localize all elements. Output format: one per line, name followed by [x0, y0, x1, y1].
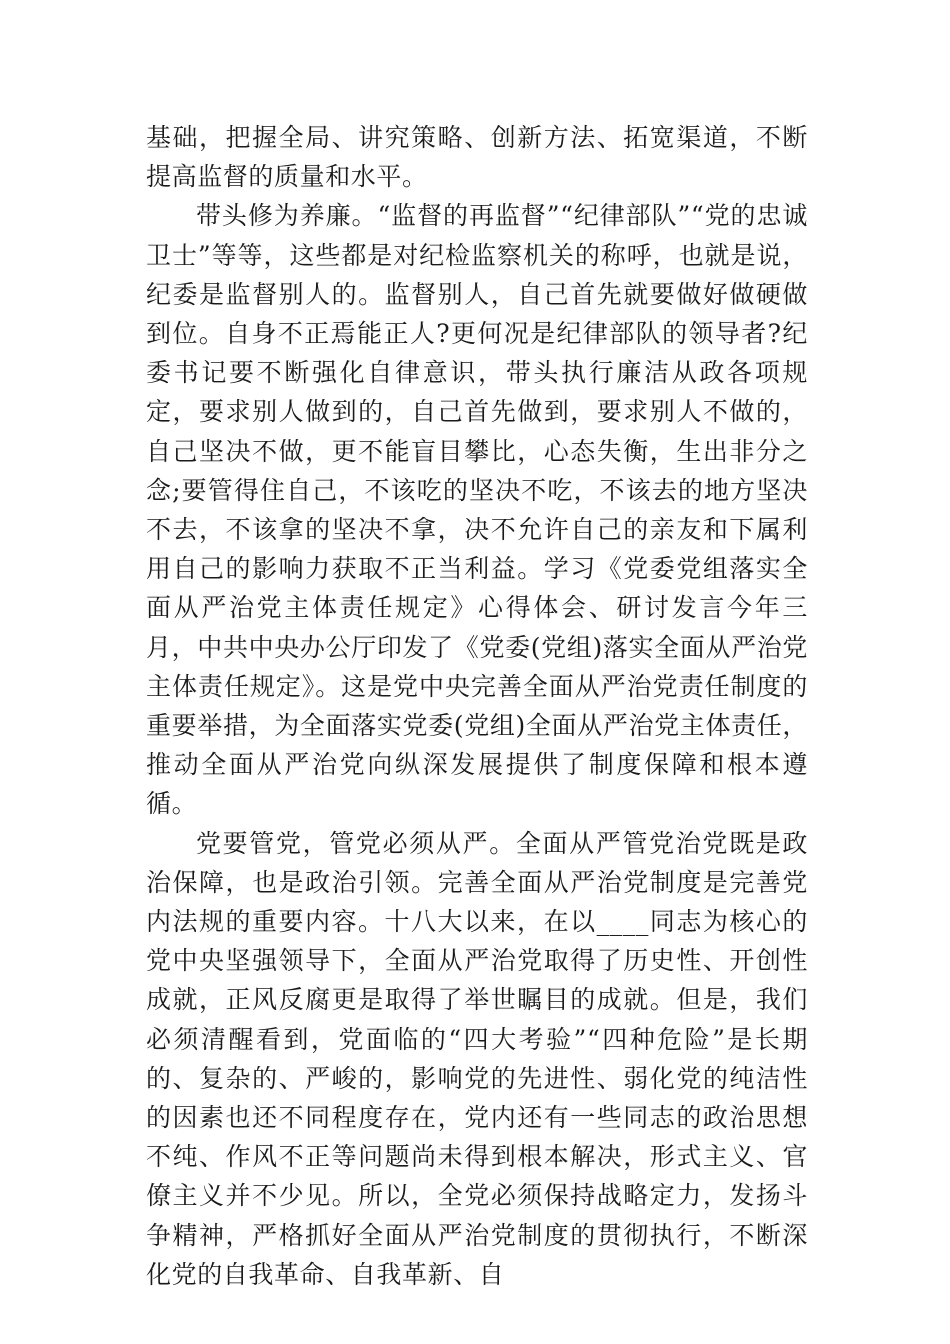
paragraph-1: 基础，把握全局、讲究策略、创新方法、拓宽渠道，不断提高监督的质量和水平。 [146, 123, 808, 192]
document-body [146, 118, 808, 1294]
paragraph-2: 带头修为养廉。“监督的再监督”“纪律部队”“党的忠诚卫士”等等，这些都是对纪检监察机关的称呼，也就是说，纪委是监督别人的。监督别人，自己首先就要做好做硬做到位。自身不正焉能正人?更何况是纪律部队的领导者?纪委书记要不断强化自律意识，带头执行廉洁从政各项规定，要求别人做到的，自己首先做到，要求别人不做的，自己坚决不做，更不能盲目攀比，心态失衡，生出非分之念;要管得住自己，不该吃的坚决不吃，不该去的地方坚决不去，不该拿的坚决不拿，决不允许自己的亲友和下属利用自己的影响力获取不正当利益。学习《党委党组落实全面从严治党主体责任规定》心得体会、研讨发言今年三月，中共中央办公厅印发了《党委(党组)落实全面从严治党主体责任规定》。这是党中央完善全面从严治党责任制度的重要举措，为全面落实党委(党组)全面从严治党主体责任，推动全面从严治党向纵深发展提供了制度保障和根本遵循。 [146, 201, 808, 819]
paragraph-3: 党要管党，管党必须从严。全面从严管党治党既是政治保障，也是政治引领。完善全面从严治党制度是完善党内法规的重要内容。十八大以来，在以____同志为核心的党中央坚强领导下，全面从严治党取得了历史性、开创性成就，正风反腐更是取得了举世瞩目的成就。但是，我们必须清醒看到，党面临的“四大考验”“四种危险”是长期的、复杂的、严峻的，影响党的先进性、弱化党的纯洁性的因素也还不同程度存在，党内还有一些同志的政治思想不纯、作风不正等问题尚未得到根本解决，形式主义、官僚主义并不少见。所以，全党必须保持战略定力，发扬斗争精神，严格抓好全面从严治党制度的贯彻执行，不断深化党的自我革命、自我革新、自 [146, 828, 808, 1289]
